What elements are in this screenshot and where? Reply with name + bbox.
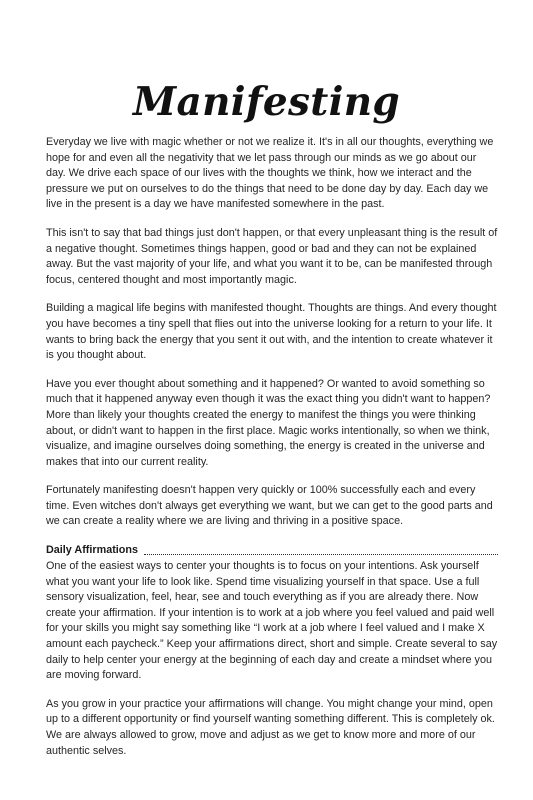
- section-heading-label: Daily Affirmations: [46, 544, 138, 557]
- paragraph: This isn't to say that bad things just don't happen, or that every unpleasant thing is the result of a negative thought. Sometimes things happen, good or bad and they can not be explained away. But the vast majority of your life, and what you want it to be, can be manifested through focus, centered thought and most importantly magic.: [46, 226, 498, 286]
- paragraph: Building a magical life begins with manifested thought. Thoughts are things. And every thought you have becomes a tiny spell that flies out into the universe looking for a return to your life. It wants to bring back the energy that you sent it out with, and the intention to create whatever it is you thought about.: [46, 302, 497, 362]
- section-paragraph: One of the easiest ways to center your thoughts is to focus on your intentions. Ask yourself what you want your life to look like. Spend time visualizing yourself in that space. Use a full sensory visualization, feel, hear, see and touch everything as if you are already there. Now create your affirmation. If your intention is to work at a job where you feel valued and paid well for your skills you might say something like “I work at a job where I feel valued and I make X amount each paycheck.” Keep your affirmations direct, short and simple. Create several to say daily to help center your energy at the beginning of each day and create a mindset where you are moving forward.: [46, 560, 498, 682]
- paragraph: Fortunately manifesting doesn't happen very quickly or 100% successfully each and every time. Even witches don't always get everything we want, but we can get to the good parts and we can create a reality where we are living and thriving in a positive space.: [46, 484, 493, 528]
- section-paragraph: As you grow in your practice your affirmations will change. You might change your mind, open up to a different opportunity or find yourself wanting something different. This is completely ok. We are always allowed to grow, move and adjust as we get to know more and more of our authentic selves.: [46, 697, 495, 757]
- dotted-leader: [144, 554, 498, 555]
- page-title: Manifesting: [133, 79, 400, 126]
- paragraph: Everyday we live with magic whether or not we realize it. It's in all our thoughts, everything we hope for and even all the negativity that we let pass through our minds as we go about our day. We drive each space of our lives with the thoughts we think, how we interact and the pressure we put on ourselves to do the things that need to be done day by day. Each day we live in the present is a day we have manifested somewhere in the past.: [46, 136, 494, 211]
- paragraph: Have you ever thought about something and it happened? Or wanted to avoid something so much that it happened anyway even though it was the exact thing you didn't want to happen? More than likely your thoughts created the energy to manifest the things you were thinking about, or didn't want to happen in the first place. Magic works intentionally, so when we think, visualize, and imagine ourselves doing something, the energy is created in the universe and makes that into our current reality.: [46, 377, 491, 468]
- document-body: [46, 135, 498, 772]
- section-heading: [46, 543, 498, 559]
